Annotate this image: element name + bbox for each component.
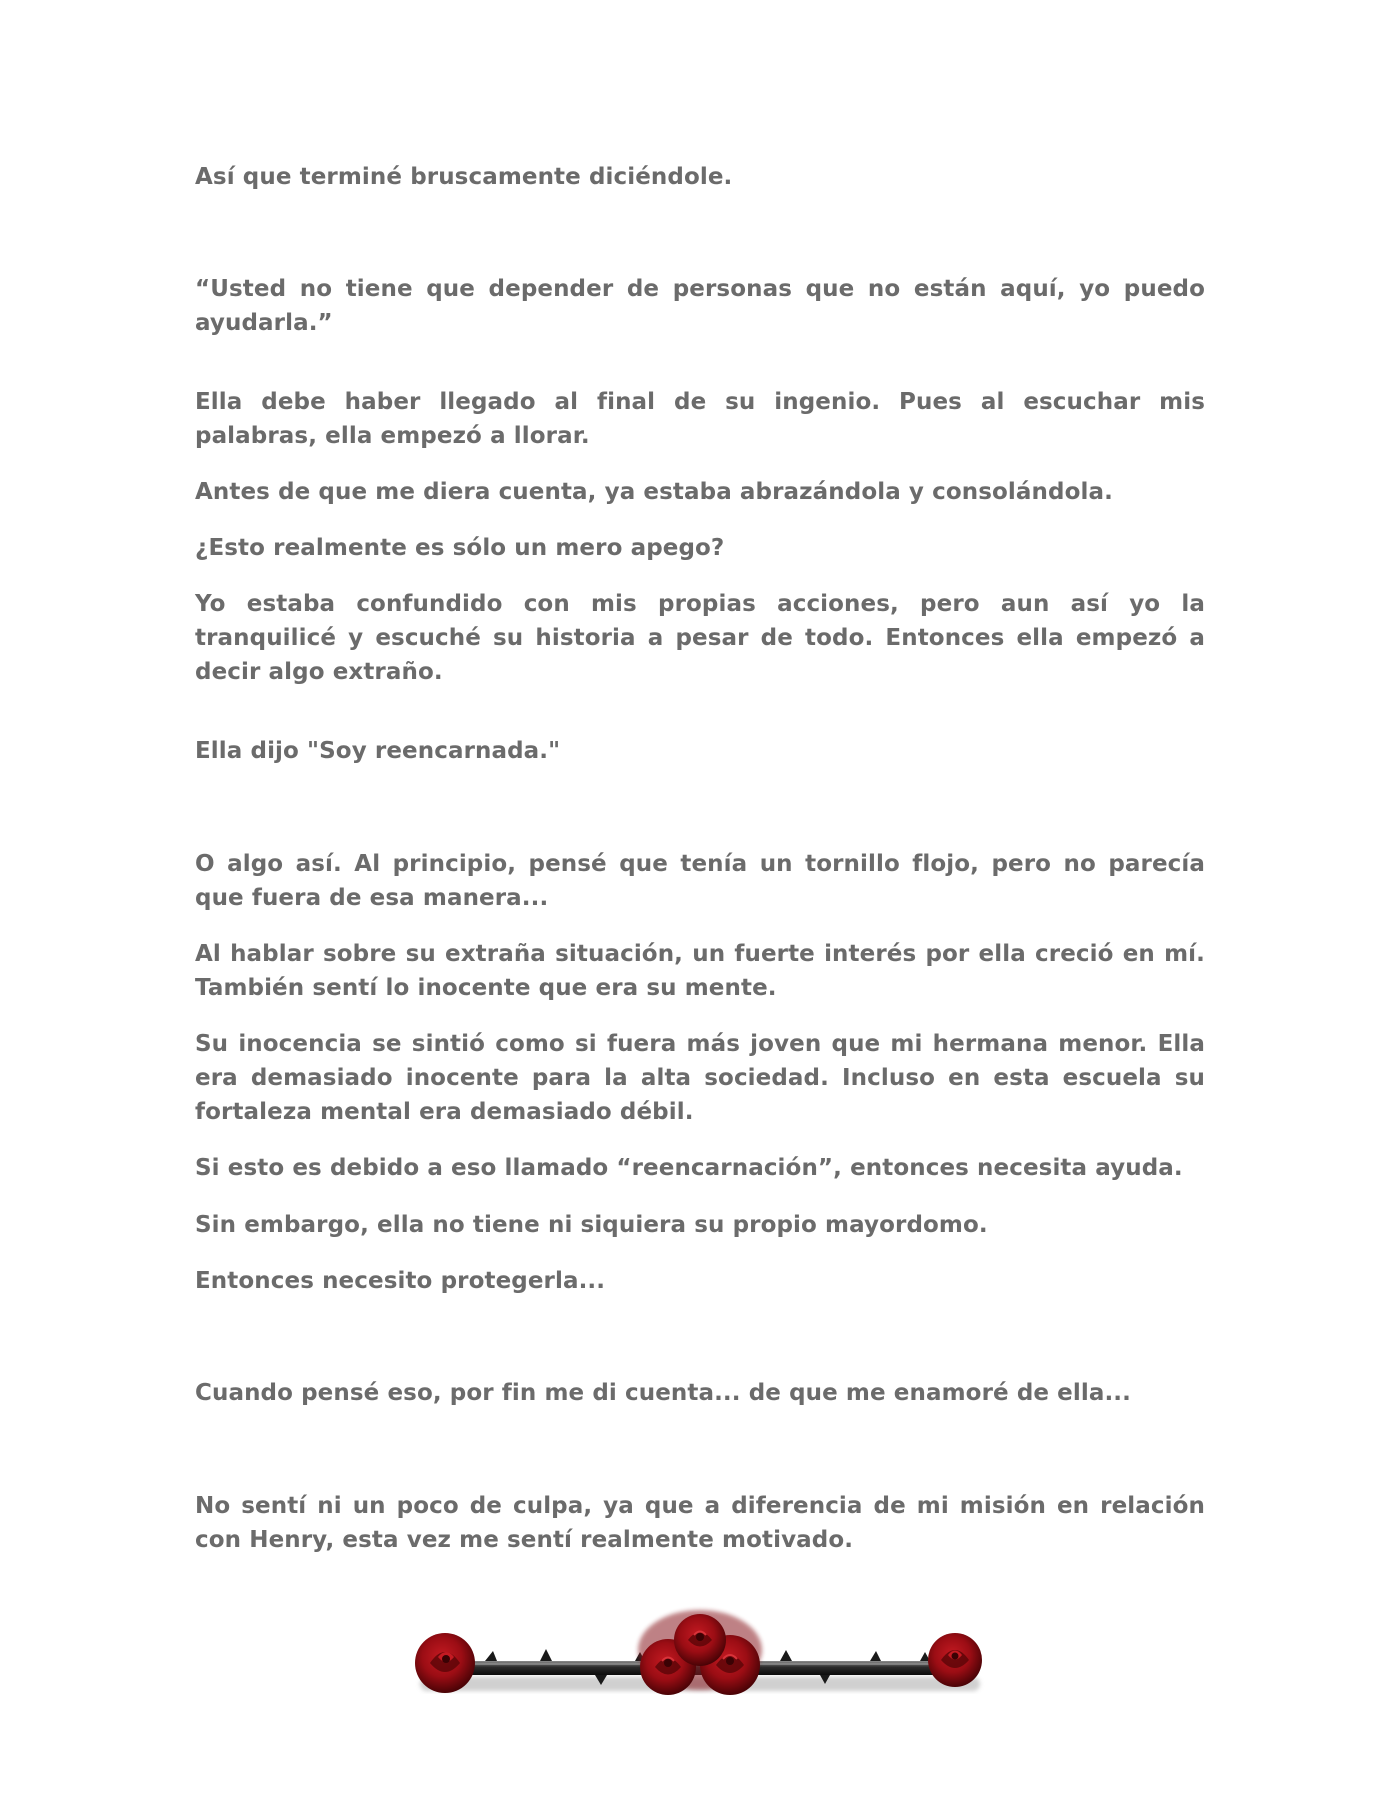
left-rose-icon — [415, 1633, 475, 1693]
rose-divider-ornament — [400, 1605, 1000, 1725]
paragraph-10: Su inocencia se sintió como si fuera más joven que mi hermana menor. Ella era demasiado inocente para la alta sociedad. Incluso en esta escuela su fortaleza mental era demasiado débil. — [195, 1031, 1205, 1125]
paragraph-12: Sin embargo, ella no tiene ni siquiera su propio mayordomo. — [195, 1212, 988, 1238]
right-rose-icon — [928, 1633, 982, 1687]
paragraph-6: Yo estaba confundido con mis propias acciones, pero aun así yo la tranquilicé y escuché su historia a pesar de todo. Entonces ella empezó a decir algo extraño. — [195, 591, 1205, 685]
paragraph-13: Entonces necesito protegerla... — [195, 1268, 606, 1294]
paragraph-1: Así que terminé bruscamente diciéndole. — [195, 164, 733, 190]
paragraph-9: Al hablar sobre su extraña situación, un fuerte interés por ella creció en mí. También sentí lo inocente que era su mente. — [195, 941, 1205, 1001]
paragraph-3: Ella debe haber llegado al final de su ingenio. Pues al escuchar mis palabras, ella empezó a llorar. — [195, 389, 1205, 449]
paragraph-5: ¿Esto realmente es sólo un mero apego? — [195, 535, 725, 561]
paragraph-2: “Usted no tiene que depender de personas que no están aquí, yo puedo ayudarla.” — [195, 276, 1205, 336]
paragraph-14: Cuando pensé eso, por fin me di cuenta... de que me enamoré de ella... — [195, 1380, 1131, 1406]
paragraph-4: Antes de que me diera cuenta, ya estaba abrazándola y consolándola. — [195, 479, 1113, 505]
paragraph-8: O algo así. Al principio, pensé que tenía un tornillo flojo, pero no parecía que fuera de esa manera... — [195, 851, 1205, 911]
paragraph-11: Si esto es debido a eso llamado “reencarnación”, entonces necesita ayuda. — [195, 1155, 1183, 1181]
paragraph-15: No sentí ni un poco de culpa, ya que a diferencia de mi misión en relación con Henry, esta vez me sentí realmente motivado. — [195, 1493, 1205, 1553]
paragraph-7: Ella dijo "Soy reencarnada." — [195, 738, 561, 764]
